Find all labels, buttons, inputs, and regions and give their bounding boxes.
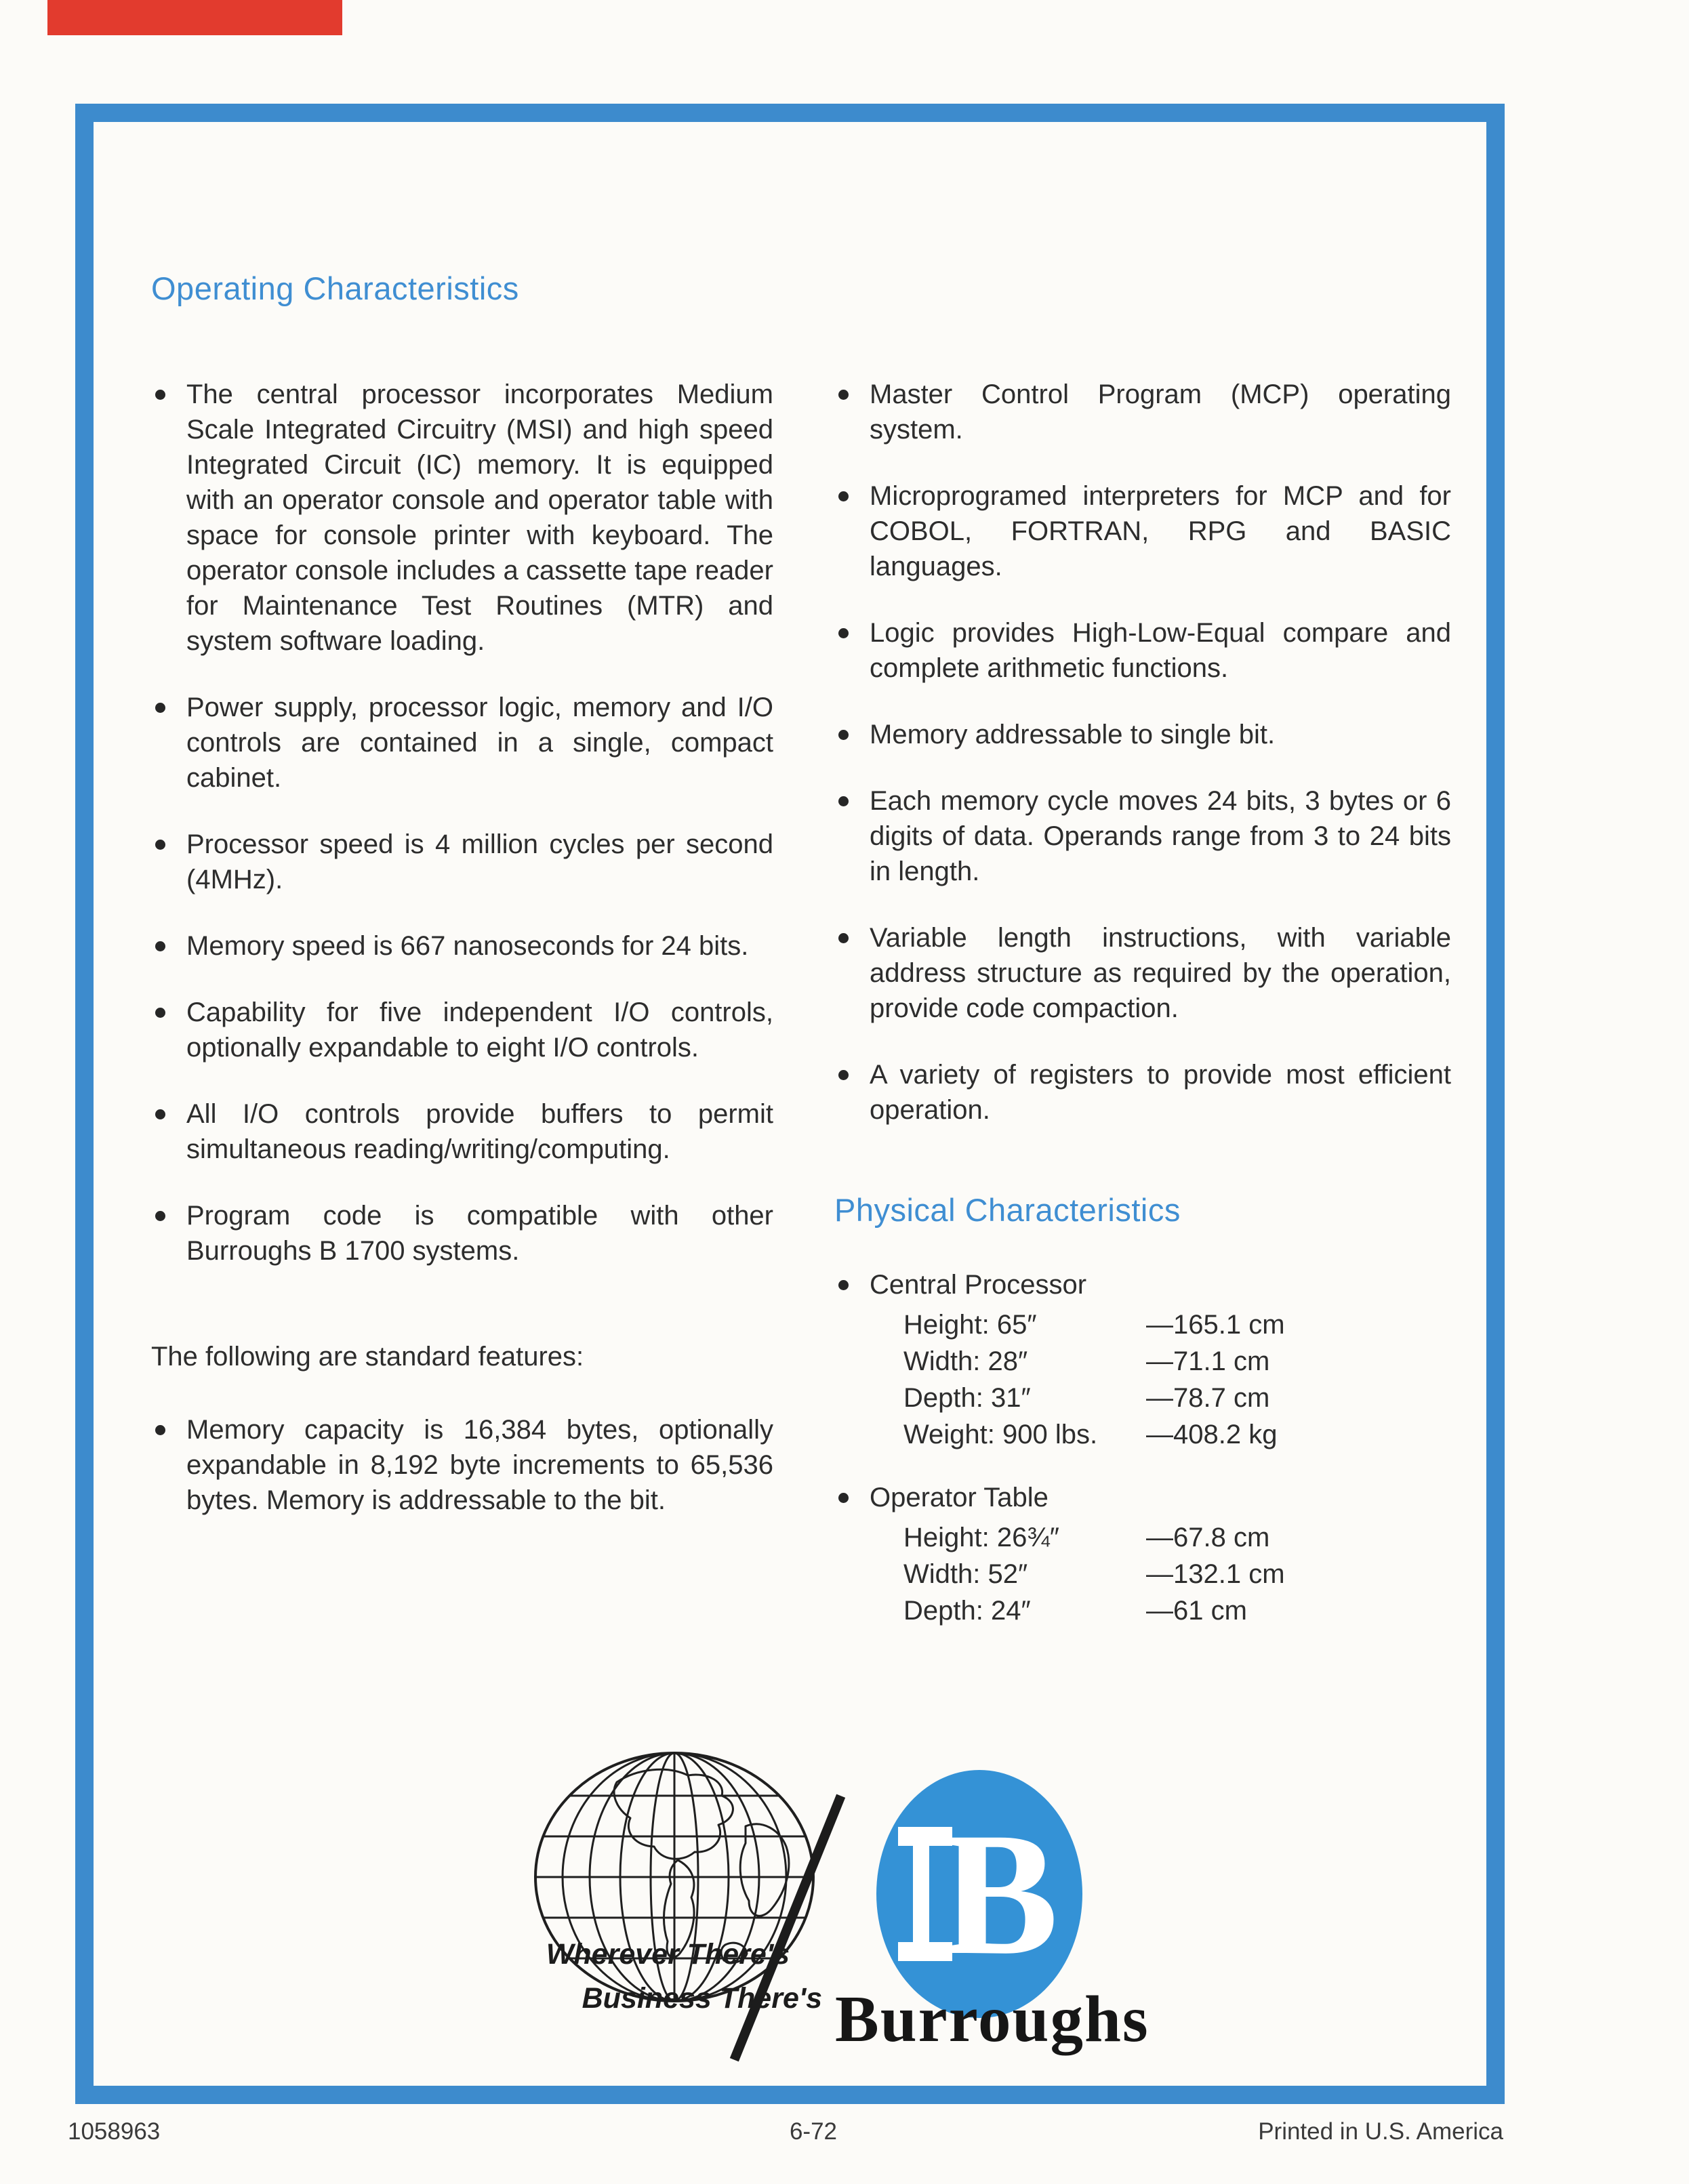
bullet-icon: [155, 1425, 165, 1435]
list-item: [834, 615, 1451, 686]
list-item: [151, 928, 773, 964]
footer-date-code: 6-72: [789, 2118, 838, 2145]
list-item: [151, 690, 773, 796]
bullet-icon: [838, 1070, 849, 1080]
footer-form-number: 1058963: [68, 2118, 161, 2145]
motto-line-1: Wherever There's: [546, 1938, 790, 1971]
bullet-text: A variety of registers to provide most efficient operation.: [870, 1060, 1451, 1125]
bullet-text: Processor speed is 4 million cycles per second (4MHz).: [186, 829, 773, 894]
spec-row: [834, 1380, 1451, 1416]
bullet-icon: [838, 1493, 849, 1503]
spec-metric: —71.1 cm: [1146, 1346, 1270, 1376]
spec-dimension: Width: 52″: [903, 1559, 1028, 1589]
list-item: [151, 1096, 773, 1167]
motto-line-2: Business There's: [582, 1982, 822, 2015]
bullet-icon: [838, 796, 849, 806]
bullet-icon: [838, 933, 849, 943]
list-item: [151, 377, 773, 659]
spec-row: [834, 1556, 1451, 1592]
bullet-icon: [838, 628, 849, 638]
spec-dimension: Depth: 24″: [903, 1596, 1031, 1626]
bullet-icon: [155, 941, 165, 951]
physical-characteristics-heading: Physical Characteristics: [834, 1192, 1181, 1228]
bullet-text: Capability for five independent I/O controls, optionally expandable to eight I/O controls.: [186, 997, 773, 1063]
spec-metric: —408.2 kg: [1146, 1420, 1278, 1449]
spec-group-label: Central Processor: [870, 1270, 1087, 1300]
red-tab-mark: [47, 0, 342, 35]
bullet-icon: [155, 390, 165, 400]
left-column: [151, 377, 773, 1549]
list-item: [151, 827, 773, 897]
operating-characteristics-heading: Operating Characteristics: [151, 270, 519, 306]
list-item: [834, 783, 1451, 889]
bullet-text: Variable length instructions, with variable address structure as required by the operation, provide code compaction.: [870, 923, 1451, 1023]
list-item: [151, 995, 773, 1065]
spec-metric: —132.1 cm: [1146, 1559, 1285, 1589]
spec-dimension: Width: 28″: [903, 1346, 1028, 1376]
list-item: [834, 920, 1451, 1026]
bullet-icon: [838, 390, 849, 400]
spec-dimension: Height: 26¾″: [903, 1523, 1059, 1552]
spec-row: [834, 1306, 1451, 1343]
standard-features-intro: The following are standard features:: [151, 1342, 584, 1372]
spec-row: [834, 1592, 1451, 1629]
footer-printed-in: Printed in U.S. America: [1258, 2118, 1503, 2145]
spec-dimension: Weight: 900 lbs.: [903, 1420, 1098, 1449]
bullet-text: Memory capacity is 16,384 bytes, optionally expandable in 8,192 byte increments to 65,536 bytes. Memory is addressable to the bit.: [186, 1415, 773, 1515]
operator-table-specs: [834, 1480, 1451, 1629]
bullet-text: Power supply, processor logic, memory and I/O controls are contained in a single, compact cabinet.: [186, 693, 773, 793]
bullet-text: Memory speed is 667 nanoseconds for 24 bits.: [186, 931, 749, 961]
list-item: [834, 1480, 1451, 1515]
list-item: [834, 1057, 1451, 1128]
bullet-text: Master Control Program (MCP) operating system.: [870, 379, 1451, 445]
list-item: [834, 478, 1451, 584]
list-item: [834, 717, 1451, 752]
spec-dimension: Height: 65″: [903, 1310, 1037, 1340]
spec-metric: —67.8 cm: [1146, 1523, 1270, 1552]
bullet-icon: [838, 1280, 849, 1290]
bullet-icon: [838, 730, 849, 740]
central-processor-specs: [834, 1267, 1451, 1453]
spec-metric: —78.7 cm: [1146, 1383, 1270, 1413]
spec-dimension: Depth: 31″: [903, 1383, 1031, 1413]
list-item: [151, 1198, 773, 1269]
list-item: [834, 377, 1451, 447]
spec-row: [834, 1416, 1451, 1453]
bullet-text: Each memory cycle moves 24 bits, 3 bytes or 6 digits of data. Operands range from 3 to 24 bits in length.: [870, 786, 1451, 886]
bullet-text: The central processor incorporates Medium Scale Integrated Circuitry (MSI) and high speed Integrated Circuit (IC) memory. It is equipped with an operator console and operator table with space for console printer with keyboard. The operator console includes a cassette tape reader for Maintenance Test Routines (MTR) and system software loading.: [186, 379, 773, 656]
list-item: [151, 1412, 773, 1518]
spec-row: [834, 1343, 1451, 1380]
bullet-text: Logic provides High-Low-Equal compare and complete arithmetic functions.: [870, 618, 1451, 683]
bullet-icon: [155, 1008, 165, 1018]
bullet-text: All I/O controls provide buffers to permit simultaneous reading/writing/computing.: [186, 1099, 773, 1164]
bullet-text: Microprogramed interpreters for MCP and for COBOL, FORTRAN, RPG and BASIC languages.: [870, 481, 1451, 581]
right-column: [834, 377, 1451, 1656]
burroughs-wordmark: Burroughs: [835, 1983, 1149, 2055]
logo-motto: [380, 1933, 822, 2021]
bullet-text: Memory addressable to single bit.: [870, 720, 1276, 749]
spec-group-label: Operator Table: [870, 1483, 1049, 1512]
bullet-icon: [155, 703, 165, 713]
list-item: [834, 1267, 1451, 1302]
spec-row: [834, 1519, 1451, 1556]
bullet-icon: [155, 1109, 165, 1119]
spec-metric: —61 cm: [1146, 1596, 1247, 1626]
bullet-icon: [155, 840, 165, 850]
bullet-icon: [155, 1211, 165, 1221]
bullet-text: Program code is compatible with other Burroughs B 1700 systems.: [186, 1201, 773, 1266]
spec-metric: —165.1 cm: [1146, 1310, 1285, 1340]
bullet-icon: [838, 491, 849, 501]
logo-letter-b: B: [941, 1796, 1059, 1992]
